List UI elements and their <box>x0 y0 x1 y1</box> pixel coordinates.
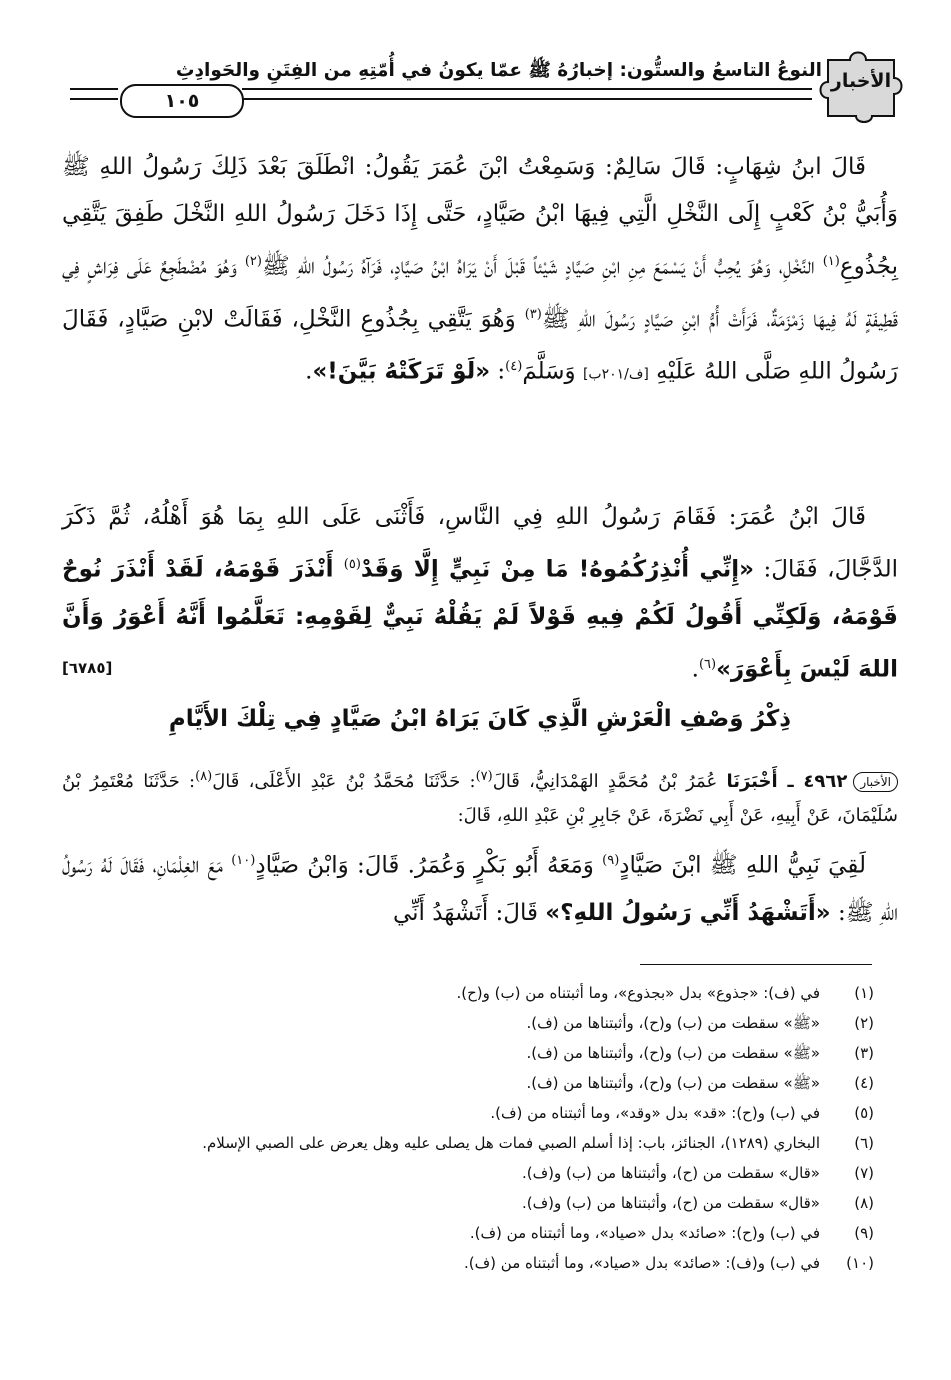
footnote-item <box>62 1128 874 1158</box>
footnote-ref-6[interactable]: (٦) <box>698 656 717 672</box>
header-rule-left-2 <box>70 98 118 100</box>
hadith-4962 <box>62 760 898 937</box>
footnote-number: (٣) <box>854 1044 874 1062</box>
para2-end: . <box>691 656 699 683</box>
hadith-tag-icon: الأخبار <box>853 772 898 792</box>
isnad-c: : حَدَّثَنَا مُعْتَمِرُ بْنُ سُلَيْمَانَ، عَنْ أَبِيهِ، عَنْ أَبِي نَضْرَةَ، عَنْ جَابِرِ بْنِ عَبْدِ اللهِ، قَالَ: <box>62 771 898 826</box>
puzzle-piece-icon <box>814 48 910 126</box>
footnote-item <box>62 978 874 1008</box>
footnote-item <box>62 1068 874 1098</box>
prophet-quote-2a: «إِنِّي أُنْذِرُكُمُوهُ! مَا مِنْ نَبِيٍّ إِلَّا وَقَدْ <box>360 556 754 583</box>
paragraph-2 <box>62 494 898 693</box>
footnote-item <box>62 1008 874 1038</box>
prophet-quote-2b: أَنْذَرَ قَوْمَهُ، لَقَدْ أَنْذَرَ نُوحٌ قَوْمَهُ، وَلَكِنِّي أَقُولُ لَكُمْ فِيهِ قَوْلاً لَمْ يَقُلْهُ نَبِيٌّ لِقَوْمِهِ: تَعَلَّمُوا أَنَّهُ أَعْوَرُ وَأَنَّ اللهَ لَيْسَ بِأَعْوَرَ» <box>62 556 898 683</box>
footnote-text: في (ف): «جذوع» بدل «بجذوع»، وما أثبتناه من (ب) و(ح). <box>456 984 820 1002</box>
footnote-ref-10[interactable]: (١٠) <box>231 853 256 868</box>
section-heading: ذِكْرُ وَصْفِ الْعَرْشِ الَّذِي كَانَ يَرَاهُ ابْنُ صَيَّادٍ فِي تِلْكَ الأَيَّامِ <box>168 706 792 732</box>
isnad-b: : حَدَّثَنَا مُحَمَّدُ بْنُ عَبْدِ الأَعْلَى، قَالَ <box>212 771 476 792</box>
footnote-number: (٤) <box>854 1074 874 1092</box>
footnote-separator <box>640 964 872 965</box>
footnote-item <box>62 1188 874 1218</box>
matn-b: وَمَعَهُ أَبُو بَكْرٍ وَعُمَرُ. قَالَ: وَابْنُ صَيَّادٍ <box>255 852 603 879</box>
footnote-text: «ﷺ» سقطت من (ب) و(ح)، وأثبتناها من (ف). <box>526 1044 820 1062</box>
footnote-ref-5[interactable]: (٥) <box>343 557 361 572</box>
page-number: ١٠٥ <box>120 84 244 118</box>
footnote-ref-9[interactable]: (٩) <box>602 853 620 868</box>
footnote-ref-8[interactable]: (٨) <box>195 769 213 784</box>
footnote-text: في (ب) و(ح): «صائد» بدل «صياد»، وما أثبتناه من (ف). <box>469 1224 820 1242</box>
footnote-item <box>62 1218 874 1248</box>
matn-a: لَقِيَ نَبِيُّ اللهِ ﷺ ابْنَ صَيَّادٍ <box>619 852 866 879</box>
para1-text-e: وَسَلَّمَ <box>522 358 583 385</box>
footnote-number: (١٠) <box>846 1254 874 1272</box>
footnote-ref-2[interactable]: (٢) <box>244 254 262 269</box>
footnote-item <box>62 1038 874 1068</box>
header-rule-right-2 <box>242 98 812 100</box>
para1-text: قَالَ ابنُ شِهَابٍ: قَالَ سَالِمٌ: وَسَمِعْتُ ابْنَ عُمَرَ يَقُولُ: انْطَلَقَ بَعْدَ ذَلِكَ رَسُولُ اللهِ ﷺ وَأُبَيُّ بْنُ كَعْبٍ إِلَى النَّخْلِ الَّتِي فِيهَا ابْنُ صَيَّادٍ، حَتَّى إِذَا دَخَلَ رَسُولُ اللهِ النَّخْلَ طَفِقَ يَتَّقِي بِجُذُوعِ <box>62 154 898 280</box>
hadith-matn <box>62 837 898 937</box>
footnote-ref-1[interactable]: (١) <box>822 254 840 269</box>
isnad-a: عُمَرُ بْنُ مُحَمَّدٍ الهَمْدَانِيُّ، قَالَ <box>492 771 727 792</box>
para1-text-c: وَهُوَ مُضْطَجِعٌ عَلَى فِرَاشٍ فِي قَطِيفَةٍ لَهُ فِيهَا زَمْزَمَةٌ، فَرَأَتْ أُمُّ ابْنِ صَيَّادٍ رَسُولَ اللهِ ﷺ <box>62 253 898 333</box>
footnote-ref-3[interactable]: (٣) <box>524 306 542 322</box>
para1-end: . <box>305 358 313 385</box>
footnote-number: (٨) <box>854 1194 874 1212</box>
para2-text: قَالَ ابْنُ عُمَرَ: فَقَامَ رَسُولُ اللهِ فِي النَّاسِ، فَأَثْنَى عَلَى اللهِ بِمَا هُوَ أَهْلُهُ، ثُمَّ ذَكَرَ الدَّجَّالَ، فَقَالَ: <box>62 504 898 583</box>
footnote-text: في (ب) و(ف): «صائد» بدل «صياد»، وما أثبتناه من (ف). <box>463 1254 820 1272</box>
para1-text-f: : <box>490 358 506 385</box>
para1-text-d: وَهُوَ يَتَّقِي بِجُذُوعِ النَّخْلِ، فَقَالَتْ لابْنِ صَيَّادٍ، فَقَالَ رَسُولُ اللهِ صَلَّى اللهُ عَلَيْهِ <box>62 306 898 385</box>
hadith-isnad <box>62 760 898 833</box>
para1-text-b: النَّخْلِ، وَهُوَ يُحِبُّ أَنْ يَسْمَعَ مِنِ ابْنِ صَيَّادٍ شَيْئاً قَبْلَ أَنْ يَرَاهُ ابْنُ صَيَّادٍ، فَرَآهُ رَسُولُ اللهِ ﷺ <box>261 253 823 280</box>
footnote-item <box>62 1158 874 1188</box>
footnote-number: (٦) <box>854 1134 874 1152</box>
hadith-number: ٤٩٦٢ <box>803 771 848 792</box>
manuscript-ref: [ف/٢٠١ب] <box>582 366 649 383</box>
footnote-item <box>62 1248 874 1278</box>
header-rule-right <box>242 88 812 90</box>
footnote-number: (٧) <box>854 1164 874 1182</box>
matn-d: قَالَ: أَتَشْهَدُ أَنِّي <box>392 899 546 926</box>
running-title: النوعُ التاسعُ والستُّون: إخبارُهُ ﷺ عمّا يكونُ في أُمّتِهِ من الفِتَنِ والحَوادِثِ <box>175 60 822 81</box>
footnote-number: (٥) <box>854 1104 874 1122</box>
prophet-quote-3: «أَتَشْهَدُ أَنِّي رَسُولُ اللهِ؟» <box>545 899 831 926</box>
footnote-text: «ﷺ» سقطت من (ب) و(ح)، وأثبتناها من (ف). <box>526 1074 820 1092</box>
footnote-number: (١) <box>854 984 874 1002</box>
footnote-item <box>62 1098 874 1128</box>
footnote-ref-7[interactable]: (٧) <box>475 769 493 784</box>
footnote-text: في (ب) و(ح): «قد» بدل «وقد»، وما أثبتناه من (ف). <box>490 1104 820 1122</box>
prophet-quote-1: «لَوْ تَرَكَتْهُ بَيَّنَ!» <box>312 358 491 385</box>
page-header <box>70 48 910 126</box>
footnote-text: البخاري (١٢٨٩)، الجنائز، باب: إذا أسلم الصبي فمات هل يصلى عليه وهل يعرض على الصبي الإسلام. <box>202 1134 820 1152</box>
hadith-reference-number: [٦٧٨٥] <box>62 658 113 677</box>
footnotes <box>62 978 874 1278</box>
footnote-text: «قال» سقطت من (ح)، وأثبتناها من (ب) و(ف). <box>521 1164 820 1182</box>
paragraph-1 <box>62 144 898 399</box>
footnote-number: (٩) <box>854 1224 874 1242</box>
section-label: الأخبار <box>830 70 892 92</box>
akhbarana-label: ـ أَخْبَرَنَا <box>726 771 804 792</box>
footnote-text: «ﷺ» سقطت من (ب) و(ح)، وأثبتناها من (ف). <box>526 1014 820 1032</box>
header-rule-left <box>70 88 118 90</box>
footnote-ref-4[interactable]: (٤) <box>505 359 523 375</box>
matn-c: مَعَ الغِلْمَانِ، فَقَالَ لَهُ رَسُولُ اللهِ ﷺ: <box>62 852 898 926</box>
footnote-text: «قال» سقطت من (ح)، وأثبتناها من (ب) و(ف). <box>521 1194 820 1212</box>
footnote-number: (٢) <box>854 1014 874 1032</box>
